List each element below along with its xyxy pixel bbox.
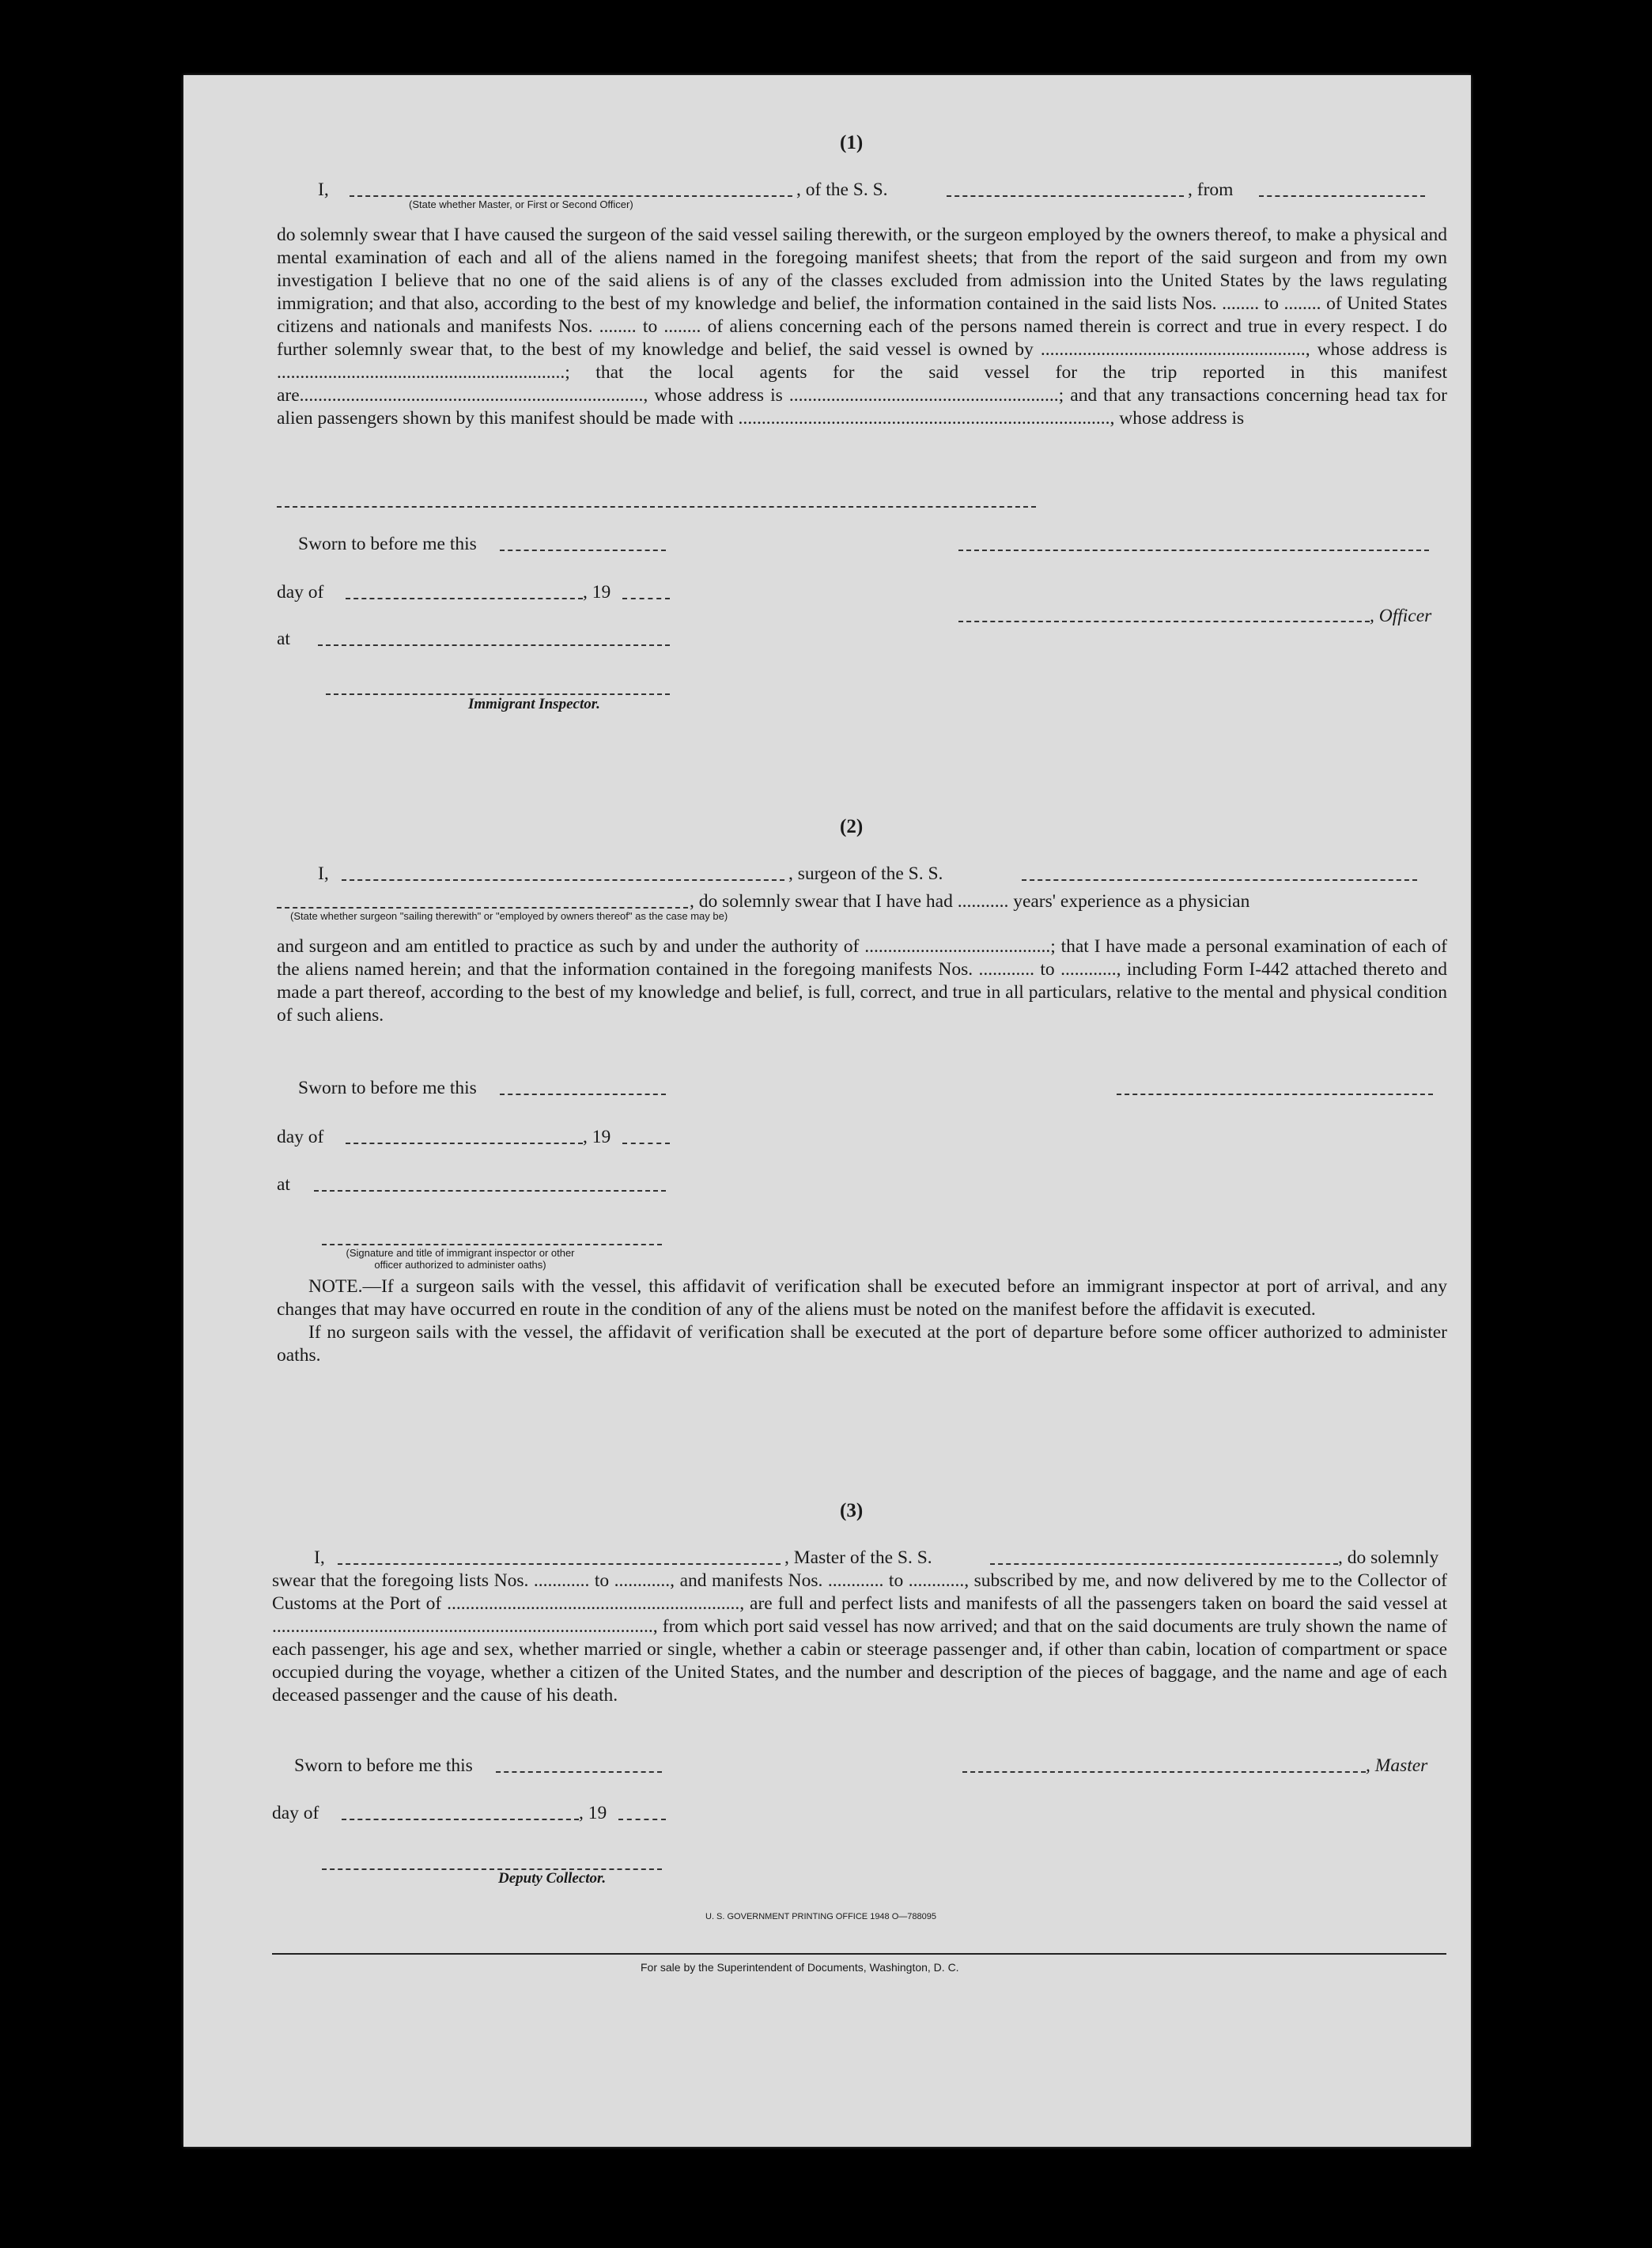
section2-year: , 19 (583, 1127, 611, 1147)
section3-deputy-line[interactable] (322, 1868, 662, 1870)
section1-at: at (277, 629, 290, 649)
punch-hole (1476, 634, 1517, 675)
section2-day-line[interactable] (346, 1143, 583, 1144)
section3-master-name-line[interactable] (338, 1563, 781, 1565)
punch-hole (1479, 125, 1520, 166)
section3-body (272, 1570, 1447, 1707)
section1-from-line[interactable] (1259, 195, 1425, 197)
section1-caption: (State whether Master, or First or Second Officer) (409, 198, 633, 210)
section2-status-line[interactable] (277, 907, 688, 909)
printing-office: U. S. GOVERNMENT PRINTING OFFICE 1948 O—788095 (705, 1912, 936, 1921)
section2-signature-line[interactable] (322, 1244, 662, 1245)
section2-note (277, 1275, 1447, 1367)
section1-year-line[interactable] (622, 598, 670, 599)
section2-note1: NOTE.—If a surgeon sails with the vessel, this affidavit of verification shall be executed before an immigrant inspector at port of arrival, and any changes that may have occurred en route in the condition of any of the aliens must be noted on the manifest before the affidavit is executed. (277, 1276, 1447, 1320)
section2-year-line[interactable] (622, 1143, 670, 1144)
section2-note2: If no surgeon sails with the vessel, the affidavit of verification shall be executed at the port of departure before some officer authorized to administer oaths. (277, 1322, 1447, 1366)
section1-ship-line[interactable] (947, 195, 1184, 197)
section1-body-text: do solemnly swear that I have caused the surgeon of the said vessel sailing therewith, or the surgeon employed by the owners thereof, to make a physical and mental examination of each and all of the aliens named in the foregoing manifest sheets; that from the report of the said surgeon and from my own investigation I believe that no one of the said aliens is of any of the classes excluded from admission into the United States by the laws regulating immigration; and that also, according to the best of my knowledge and belief, the information contained in the said lists Nos. ........ to ........ of United States citizens and nationals and manifests Nos. ........ to ........ of aliens concerning each of the persons named therein is correct and true in every respect. I do further solemnly swear that, to the best of my knowledge and belief, the said vessel is owned by ........................................................., whose address is ..............................................................; that the local agents for the said vessel for the trip reported in this manifest are.........................................................................., whose address is ..........................................................; and that any transactions concerning head tax for alien passengers shown by this manifest should be made with ................................................................................, whose address is (277, 225, 1447, 429)
section3-year: , 19 (579, 1803, 607, 1823)
affidavit-page (183, 75, 1471, 2147)
section2-i: I, (318, 863, 329, 884)
section1-officer-label: , Officer (1370, 606, 1432, 626)
section1-i: I, (318, 179, 329, 200)
section3-year-line[interactable] (618, 1819, 666, 1820)
section3-day-of: day of (272, 1803, 319, 1823)
section3-master-label: , Master of the S. S. (784, 1547, 932, 1568)
section1-ship-label: , of the S. S. (796, 179, 888, 200)
section3-master-label-sig: , Master (1366, 1755, 1428, 1776)
section3-number: (3) (840, 1500, 864, 1521)
section2-at: at (277, 1174, 290, 1195)
section1-day-of: day of (277, 582, 324, 603)
section3-body-text: swear that the foregoing lists Nos. ............ to ............, and manifests Nos. ............ to ............, subscribed by me, and now delivered by me to the Collector of Customs at the Port of ..............................................................., are full and perfect lists and manifests of all the passengers taken on board the said vessel at .................................................................................., from which port said vessel has now arrived; and that on the said documents are truly shown the name of each passenger, his age and sex, whether married or single, whether a cabin or steerage passenger and, if other than cabin, location of compartment or space occupied during the voyage, whether a citizen of the United States, and the number and description of the pieces of baggage, and the name and age of each deceased passenger and the cause of his death. (272, 1570, 1447, 1706)
section2-body-text: and surgeon and am entitled to practice as such by and under the authority of ........................................; that I have made a personal examination of each of the aliens named herein; and that the information contained in the foregoing manifests Nos. ............ to ............, including Form I-442 attached thereto and made a part thereof, according to the best of my knowledge and belief, is full, correct, and true in all particulars, relative to the mental and physical condition of such aliens. (277, 936, 1447, 1026)
punch-hole (1476, 771, 1517, 812)
section1-from-label: , from (1188, 179, 1234, 200)
section3-deputy-label: Deputy Collector. (498, 1870, 607, 1887)
section2-at-line[interactable] (314, 1190, 666, 1192)
section2-sworn-line[interactable] (500, 1094, 666, 1095)
section2-surgeon-name-line[interactable] (342, 879, 784, 881)
section1-day-line[interactable] (346, 598, 583, 599)
section2-day-of: day of (277, 1127, 324, 1147)
section3-i: I, (314, 1547, 325, 1568)
section3-ship-line[interactable] (990, 1563, 1338, 1565)
section1-officer-line[interactable] (958, 621, 1370, 622)
section1-inspector-line[interactable] (326, 693, 670, 695)
punch-hole (1510, 1119, 1552, 1160)
punch-hole (1476, 1490, 1517, 1532)
punch-hole (1476, 1617, 1517, 1658)
section2-surgeon-label: , surgeon of the S. S. (788, 863, 943, 884)
section1-officer-name-line[interactable] (350, 195, 792, 197)
section1-inspector-label: Immigrant Inspector. (468, 696, 600, 712)
section1-year: , 19 (583, 582, 611, 603)
section2-ship-line[interactable] (1022, 879, 1417, 881)
section2-line2: , do solemnly swear that I have had ........... years' experience as a physician (690, 891, 1250, 912)
section1-address-line[interactable] (277, 506, 1036, 508)
punch-hole (1512, 277, 1553, 318)
section2-sworn: Sworn to before me this (298, 1078, 477, 1098)
section2-body (277, 935, 1447, 1027)
section1-number: (1) (840, 132, 864, 153)
punch-hole (1476, 1883, 1517, 1925)
section3-sworn-line[interactable] (496, 1771, 662, 1773)
section2-surgeon-signature-line[interactable] (1117, 1094, 1433, 1095)
section1-body (277, 224, 1447, 430)
section2-caption: (State whether surgeon "sailing therewith" or "employed by owners thereof" as the case may be) (290, 910, 728, 922)
sale-note: For sale by the Superintendent of Documents, Washington, D. C. (641, 1961, 959, 1974)
section3-solemnly: , do solemnly (1338, 1547, 1439, 1568)
section2-sig-caption: (Signature and title of immigrant inspector or other officer authorized to administer oaths) (346, 1247, 575, 1271)
section1-sworn: Sworn to before me this (298, 534, 477, 554)
section3-master-signature-line[interactable] (962, 1771, 1366, 1773)
section3-sworn: Sworn to before me this (294, 1755, 473, 1776)
section1-officer-signature-line[interactable] (958, 550, 1429, 551)
section2-number: (2) (840, 816, 864, 837)
footer-rule (272, 1953, 1446, 1955)
section3-day-line[interactable] (342, 1819, 579, 1820)
section1-at-line[interactable] (318, 644, 670, 646)
section1-sworn-line[interactable] (500, 550, 666, 551)
